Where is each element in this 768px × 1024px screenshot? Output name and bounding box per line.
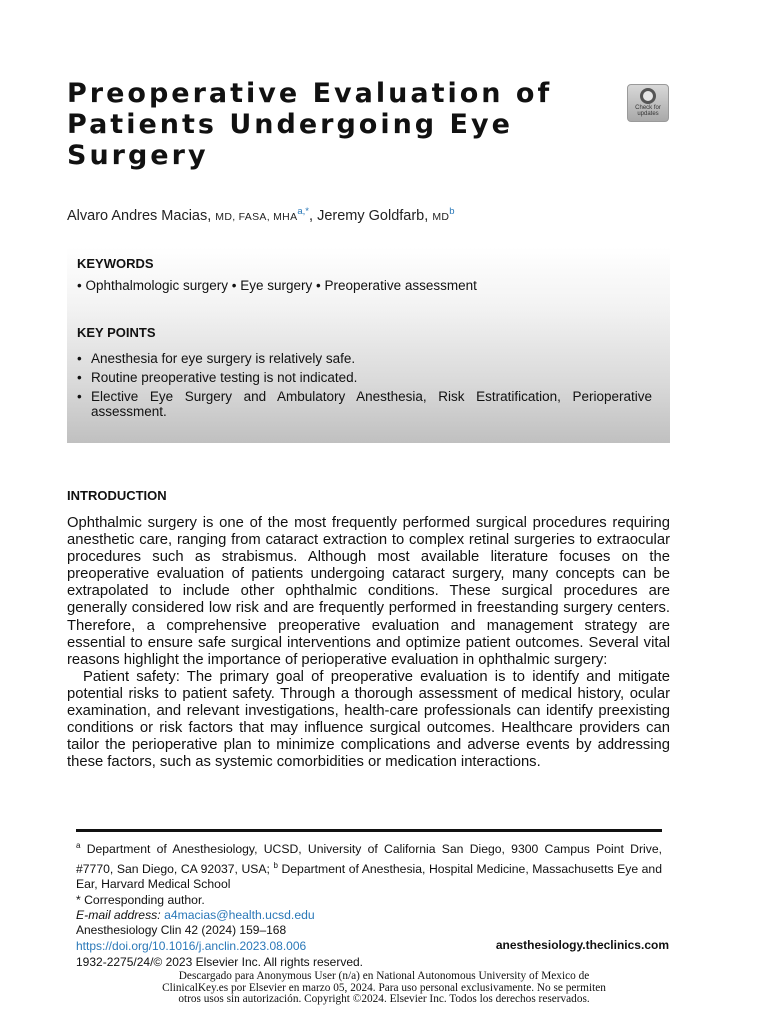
keywords-heading: KEYWORDS [77,256,154,271]
keywords-box [67,247,670,443]
journal-info [76,922,363,970]
key-point-item: • Elective Eye Surgery and Ambulatory Anesthesia, Risk Estratification, Perioperative assessment. [77,389,652,419]
author-list [67,206,687,224]
key-points-heading: KEY POINTS [77,325,156,340]
email-label: E-mail address: [76,908,161,923]
journal-site[interactable]: anesthesiology.theclinics.com [495,938,669,952]
author-credentials: MD, FASA, MHA [215,210,298,223]
body-paragraph: Patient safety: The primary goal of preoperative evaluation is to identify and mitigate potential risks to patient safety. Through a thorough assessment of medical history, ocular examination, and relevant investigations, health-care professionals can identify preexisting conditions or risk factors that may influence surgical outcomes. Healthcare providers can tailor the perioperative plan to minimize complications and adverse events by addressing these factors, such as systemic comorbidities or medication interactions. [67,668,670,771]
doi-link[interactable]: https://doi.org/10.1016/j.anclin.2023.08.006 [76,939,307,953]
download-notice: Descargado para Anonymous User (n/a) en National Autonomous University of Mexico de ClinicalKey.es por Elsevier en marzo 05, 2024. Para uso personal exclusivamente. No se permiten otros usos sin autorización. Copyright ©2024. Elsevier Inc. Todos los derechos reservados. [162,970,606,1005]
author-separator: , [309,207,318,224]
footnote-mark-b: b [273,860,278,870]
author-credentials: MD [432,210,450,223]
footnotes [76,838,662,924]
introduction-body [67,515,670,771]
check-updates-icon [640,88,656,104]
affiliations [76,838,662,893]
check-for-updates-badge[interactable] [627,84,669,122]
article-title: Preoperative Evaluation of Patients Undergoing Eye Surgery [67,78,553,171]
affiliation-b: Department of Anesthesia, Hospital Medicine, Massachusetts Eye and Ear, Harvard Medical School [76,861,662,892]
corresponding-author-note: * Corresponding author. [76,892,205,907]
introduction-heading: INTRODUCTION [67,488,167,503]
author-affiliation-mark[interactable]: a,* [297,206,309,217]
email-link[interactable]: a4macias@health.ucsd.edu [164,908,315,923]
footnote-mark-a: a [76,841,81,850]
key-point-item: • Anesthesia for eye surgery is relatively safe. [77,351,652,366]
key-points-list [77,351,652,423]
author-name: Jeremy Goldfarb, [317,207,429,224]
footnote-divider [76,829,662,832]
badge-label: Check for updates [635,105,661,117]
key-point-item: • Routine preoperative testing is not indicated. [77,370,652,385]
body-paragraph: Ophthalmic surgery is one of the most frequently performed surgical procedures requiring anesthetic care, ranging from cataract extraction to complex retinal surgeries to extraocular procedures such as strabismus. Although most available literature focuses on the preoperative evaluation of patients undergoing cataract surgery, many concepts can be extrapolated to include other ophthalmic conditions. These surgical procedures are generally considered low risk and are frequently performed in freestanding surgery centers. Therefore, a comprehensive preoperative evaluation and management strategy are essential to ensure safe surgical interventions and optimize patient outcomes. Several vital reasons highlight the importance of perioperative evaluation in ophthalmic surgery: [67,515,670,668]
affiliation-a: Department of Anesthesiology, UCSD, University of California San Diego, 9300 Campus Point Drive, #7770, San Diego, CA 92037, USA; [76,842,662,876]
author-affiliation-mark[interactable]: b [449,206,455,217]
keywords-list: • Ophthalmologic surgery • Eye surgery • Preoperative assessment [77,278,477,293]
issn-copyright: 1932-2275/24/© 2023 Elsevier Inc. All rights reserved. [76,955,364,969]
author-name: Alvaro Andres Macias, [67,207,212,224]
journal-citation: Anesthesiology Clin 42 (2024) 159–168 [76,923,287,937]
